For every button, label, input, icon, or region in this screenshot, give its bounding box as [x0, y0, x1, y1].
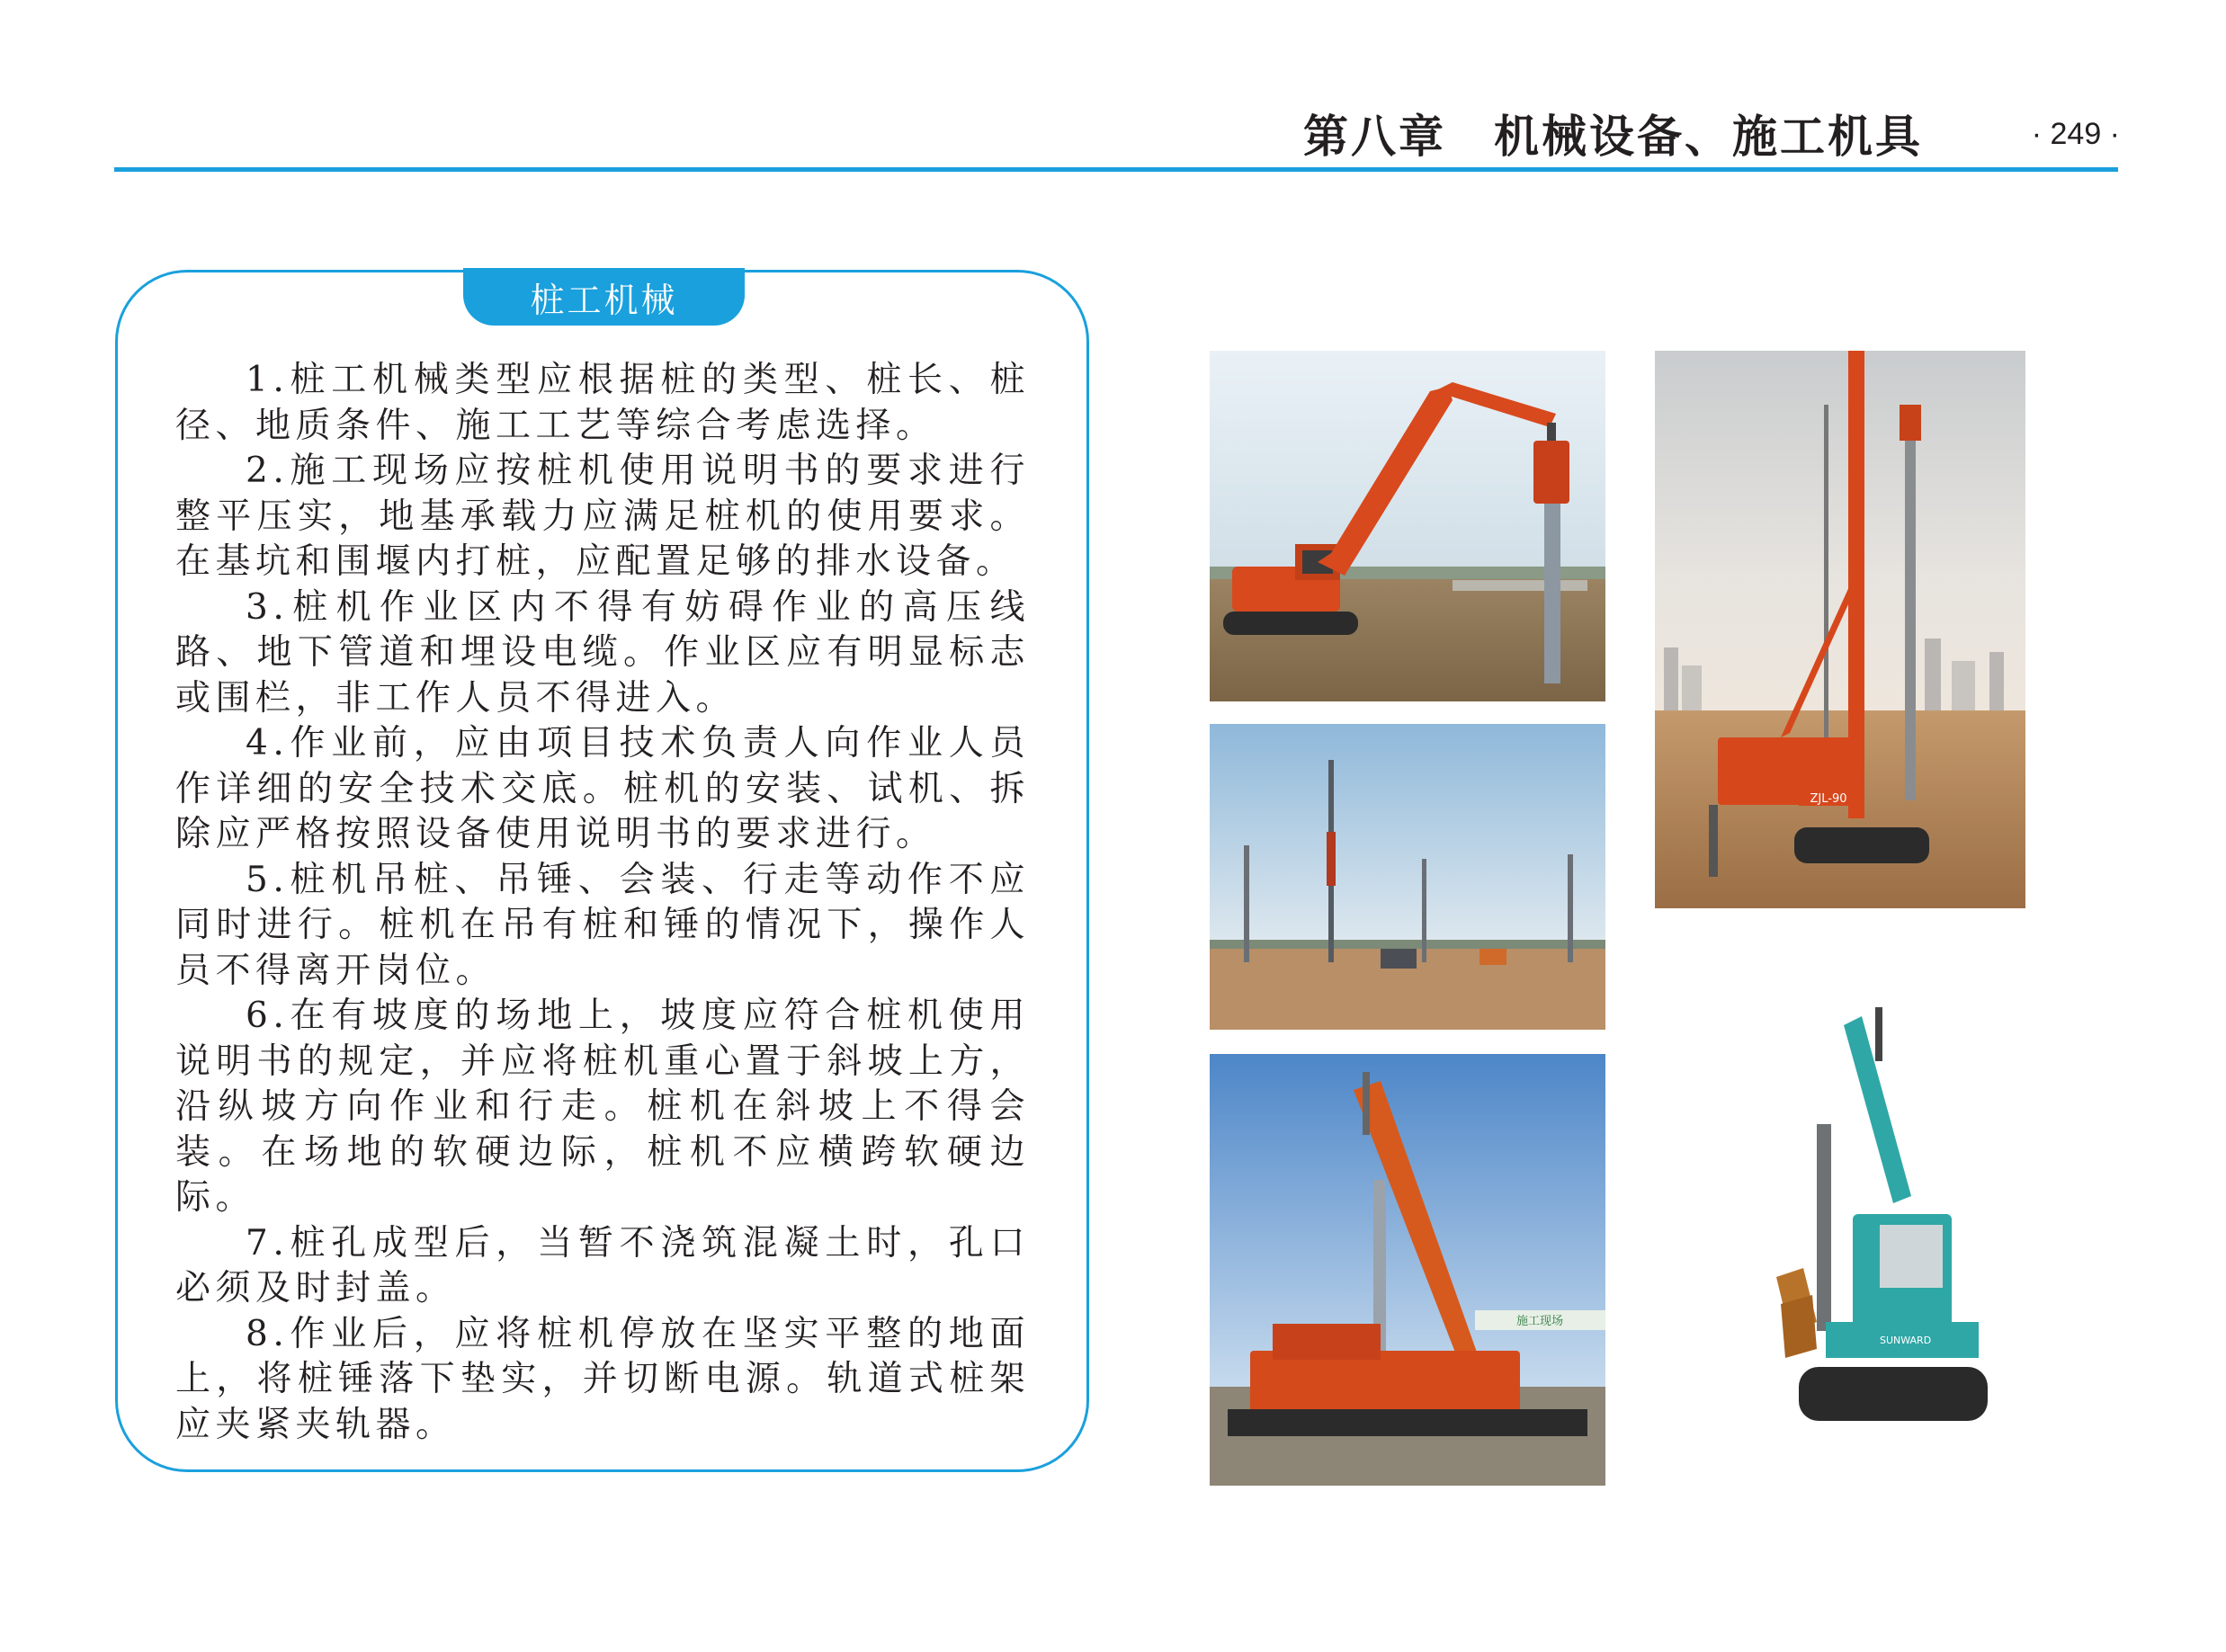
paragraph-4: 4.作业前，应由项目技术负责人向作业人员作详细的安全技术交底。桩机的安装、试机、拆除应严格按照设备使用说明书的要求进行。	[175, 723, 1030, 854]
paragraph-8: 8.作业后，应将桩机停放在坚实平整的地面上，将桩锤落下垫实，并切断电源。轨道式桩架应夹紧夹轨器。	[175, 1313, 1030, 1445]
section-title-tab: 桩工机械	[463, 268, 745, 326]
page-number: · 249 ·	[2031, 117, 2120, 151]
header-rule	[114, 167, 2118, 172]
photo-auger-drill-rig	[1655, 351, 2025, 908]
section-body	[175, 358, 1030, 1448]
photo-excavator-pile-driver	[1210, 351, 1605, 701]
rig-brand-label: SUNWARD	[1880, 1335, 1932, 1346]
paragraph-2: 2.施工现场应按桩机使用说明书的要求进行整平压实，地基承载力应满足桩机的使用要求。在基坑和围堰内打桩，应配置足够的排水设备。	[175, 451, 1030, 582]
paragraph-3: 3.桩机作业区内不得有妨碍作业的高压线路、地下管道和埋设电缆。作业区应有明显标志或围栏，非工作人员不得进入。	[175, 586, 1030, 719]
paragraph-7: 7.桩孔成型后，当暂不浇筑混凝土时，孔口必须及时封盖。	[175, 1222, 1030, 1308]
photo-rotary-drilling-rig	[1691, 998, 1997, 1439]
chapter-title: 第八章 机械设备、施工机具	[1303, 111, 1923, 163]
paragraph-6: 6.在有坡度的场地上，坡度应符合桩机使用说明书的规定，并应将桩机重心置于斜坡上方，沿纵坡方向作业和行走。桩机在斜坡上不得会装。在场地的软硬边际，桩机不应横跨软硬边际。	[175, 996, 1030, 1218]
paragraph-5: 5.桩机吊桩、吊锤、会装、行走等动作不应同时进行。桩机在吊有桩和锤的情况下，操作人员不得离开岗位。	[175, 859, 1030, 991]
paragraph-1: 1.桩工机械类型应根据桩的类型、桩长、桩径、地质条件、施工工艺等综合考虑选择。	[175, 360, 1030, 446]
photo-static-pile-press	[1210, 1054, 1605, 1486]
crane-hoist-sign: 施工现场	[1515, 1315, 1564, 1328]
rig-model-label: ZJL-90	[1810, 792, 1847, 806]
photo-pile-rigs-site	[1210, 724, 1605, 1030]
